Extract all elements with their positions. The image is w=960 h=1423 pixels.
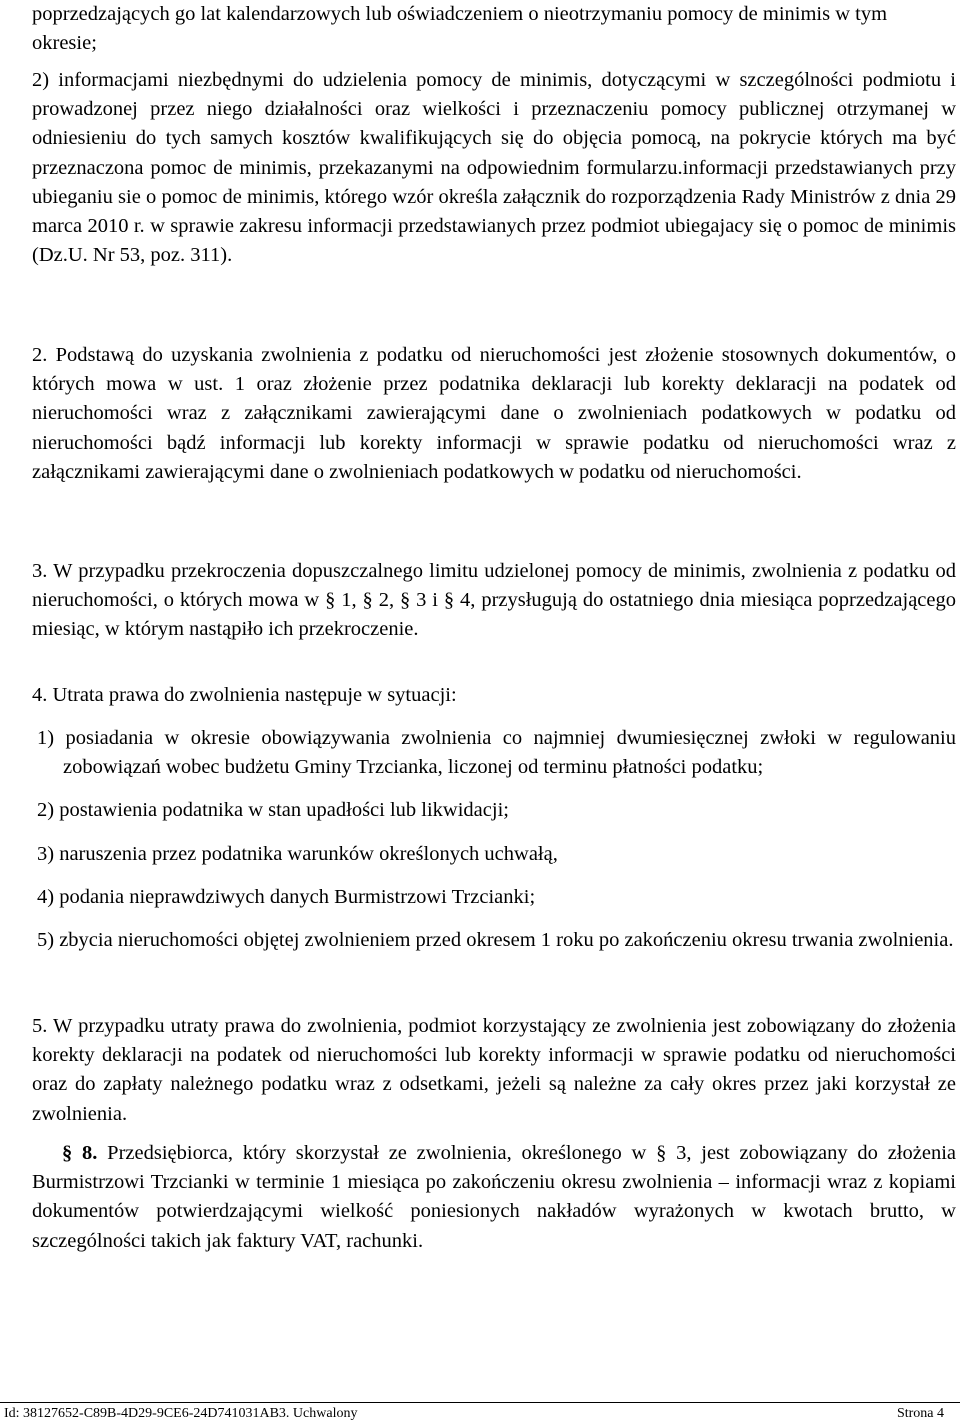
- list-item: 5) zbycia nieruchomości objętej zwolnieniem przed okresem 1 roku po zakończeniu okresu trwania zwolnienia.: [37, 929, 954, 952]
- page-number: Strona 4: [896, 1406, 944, 1421]
- paragraph-4-intro: 4. Utrata prawa do zwolnienia następuje w sytuacji:: [32, 684, 457, 706]
- list-item: 2) postawienia podatnika w stan upadłości lub likwidacji;: [37, 799, 509, 822]
- footer-divider: [0, 1402, 960, 1403]
- paragraph-5: 5. W przypadku utraty prawa do zwolnienia, podmiot korzystający ze zwolnienia jest zobowiązany do złożenia korekty deklaracji na podatek od nieruchomości lub korekty informacji w sprawie podatku od nieruchomości oraz do zapłaty należnego podatku wraz z odsetkami, jeżeli są należne za cały okres przez jaki korzystał ze zwolnienia.: [32, 1015, 956, 1125]
- list-item-2-information: 2) informacjami niezbędnymi do udzielenia pomocy de minimis, dotyczącymi w szczególności podmiotu i prowadzonej przez niego działalności oraz wielkości i przeznaczeniu pomocy publicznej otrzymanej w odniesieniu do tych samych kosztów kwalifikujących się do objęcia pomocą, na pokrycie których ma być przeznaczona pomoc de minimis, przekazanymi na odpowiednim formularzu.informacji przedstawianych przy ubieganiu sie o pomoc de minimis, którego wzór określa załącznik do rozporządzenia Rady Ministrów z dnia 29 marca 2010 r. w sprawie zakresu informacji przedstawianych przez podmiot ubiegajacy się o pomoc de minimis (Dz.U. Nr 53, poz. 311).: [32, 69, 956, 267]
- list-item: 4) podania nieprawdziwych danych Burmistrzowi Trzcianki;: [37, 885, 536, 908]
- paragraph-4-list: [37, 724, 956, 955]
- page-footer: [0, 1404, 960, 1423]
- document-id: Id: 38127652-C89B-4D29-9CE6-24D741031AB3. Uchwalony: [4, 1406, 358, 1421]
- list-item: 1) posiadania w okresie obowiązywania zwolnienia co najmniej dwumiesięcznej zwłoki w regulowaniu zobowiązań wobec budżetu Gminy Trzcianka, liczonej od terminu płatności podatku;: [37, 727, 956, 779]
- section-8: [32, 1139, 956, 1256]
- section-8-label: § 8.: [62, 1142, 98, 1164]
- paragraph-2: 2. Podstawą do uzyskania zwolnienia z podatku od nieruchomości jest złożenie stosownych dokumentów, o których mowa w ust. 1 oraz złożenie przez podatnika deklaracji lub korekty deklaracji na podatek od nieruchomości wraz z załącznikami zawierającymi dane o zwolnieniach podatkowych w podatku od nieruchomości bądź informacji lub korekty informacji w sprawie podatku od nieruchomości wraz z załącznikami zawierającymi dane o zwolnieniach podatkowych w podatku od nieruchomości.: [32, 344, 956, 483]
- list-item: 3) naruszenia przez podatnika warunków określonych uchwałą,: [37, 842, 558, 865]
- paragraph-3: 3. W przypadku przekroczenia dopuszczalnego limitu udzielonej pomocy de minimis, zwolnienia z podatku od nieruchomości, o których mowa w § 1, § 2, § 3 i § 4, przysługują do ostatniego dnia miesiąca poprzedzającego miesiąc, w którym nastąpiło ich przekroczenie.: [32, 560, 956, 641]
- continuation-text: poprzedzających go lat kalendarzowych lub oświadczeniem o nieotrzymaniu pomocy de minimis w tym okresie;: [32, 3, 888, 55]
- section-8-text: Przedsiębiorca, który skorzystał ze zwolnienia, określonego w § 3, jest zobowiązany do złożenia Burmistrzowi Trzcianki w terminie 1 miesiąca po zakończeniu okresu zwolnienia – informacji wraz z kopiami dokumentów potwierdzającymi wielkość poniesionych nakładów wyrażonych w kwotach brutto, w szczególności takich jak faktury VAT, rachunki.: [32, 1142, 956, 1252]
